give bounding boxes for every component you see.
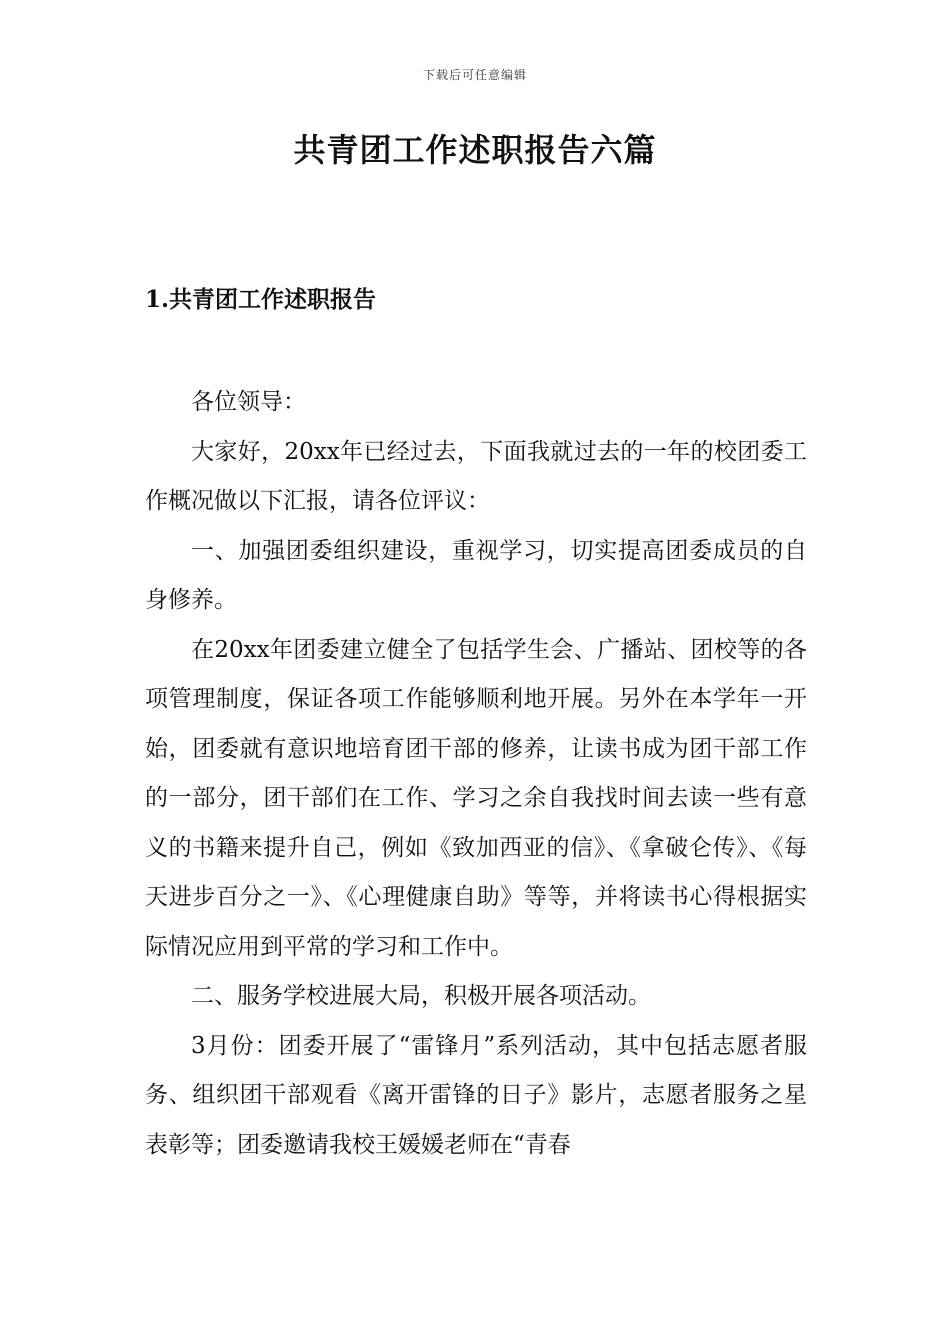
- document-title: 共青团工作述职报告六篇: [293, 131, 657, 169]
- paragraph-point-two: 二、服务学校进展大局，积极开展各项活动。: [191, 983, 651, 1009]
- paragraph-greeting: 大家好，20xx年已经过去，下面我就过去的一年的校团委工作概况做以下汇报，请各位评议：: [145, 438, 807, 514]
- paragraph-point-one: 一、加强团委组织建设，重视学习，切实提高团委成员的自身修养。: [145, 537, 807, 613]
- paragraph-point-one-detail: 在20xx年团委建立健全了包括学生会、广播站、团校等的各项管理制度，保证各项工作能够顺利地开展。另外在本学年一开始，团委就有意识地培育团干部的修养，让读书成为团干部工作的一部分，团干部们在工作、学习之余自我找时间去读一些有意义的书籍来提升自己，例如《致加西亚的信》、《拿破仑传》、《每天进步百分之一》、《心理健康自助》等等，并将读书心得根据实际情况应用到平常的学习和工作中。: [145, 636, 807, 960]
- paragraph-march-activities: 3月份：团委开展了“雷锋月”系列活动，其中包括志愿者服务、组织团干部观看《离开雷锋的日子》影片，志愿者服务之星表彰等；团委邀请我校王媛媛老师在“青春: [145, 1032, 807, 1158]
- document-body: [145, 378, 807, 1170]
- paragraph-salutation: 各位领导：: [191, 389, 306, 415]
- page-header-note: 下载后可任意编辑: [422, 68, 527, 82]
- section-heading: 1.共青团工作述职报告: [145, 286, 377, 313]
